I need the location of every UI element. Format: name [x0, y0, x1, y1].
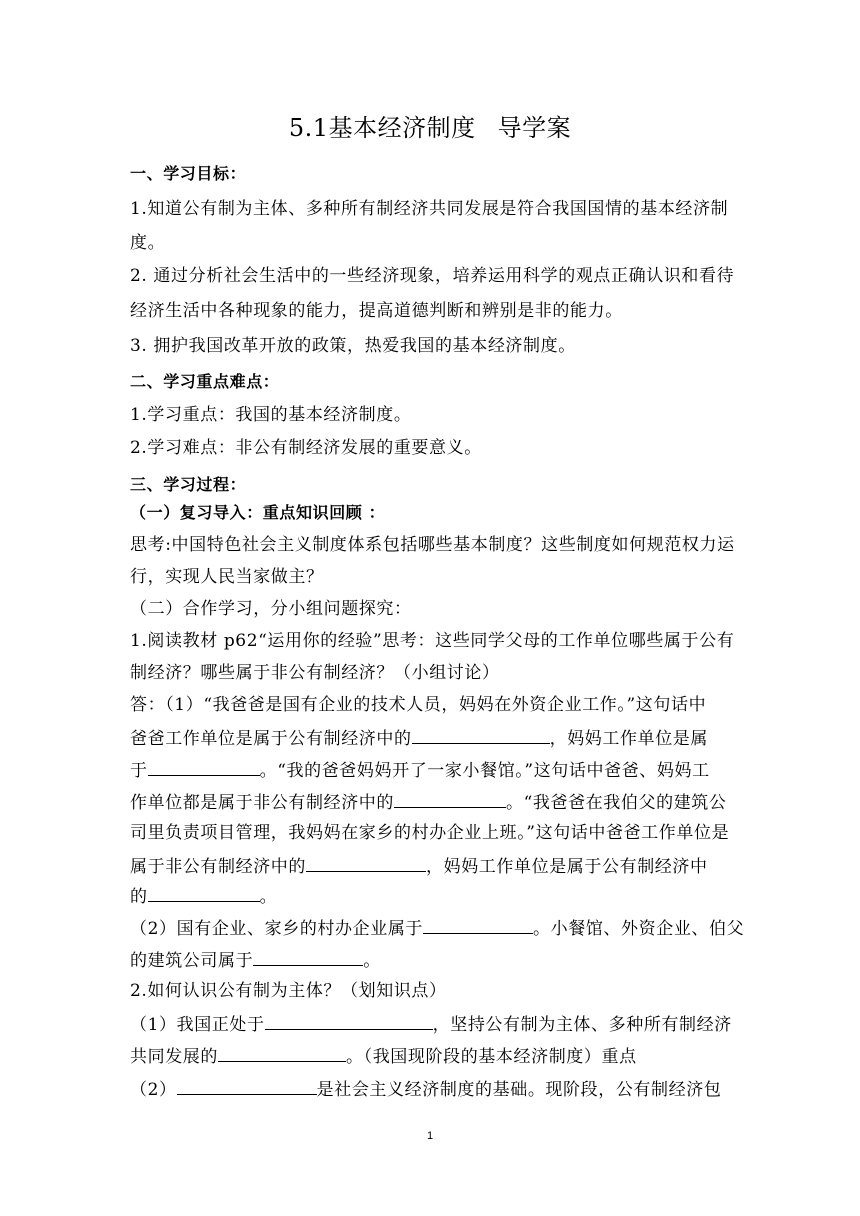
- question-1-line-2: 制经济？哪些属于非公有制经济？（小组讨论）: [130, 663, 500, 683]
- answer-2-line-1: [130, 917, 745, 939]
- answer-text: 是社会主义经济制度的基础。现阶段，公有制经济包: [316, 1080, 722, 1100]
- fill-blank[interactable]: [218, 1045, 346, 1062]
- answer-text: （2）: [130, 1080, 177, 1100]
- answer-text: 的建筑公司属于: [130, 951, 254, 971]
- answer-text: 。“我的爸爸妈妈开了一家小餐馆。”这句话中爸爸、妈妈工: [259, 761, 710, 781]
- answer-text: 。（我国现阶段的基本经济制度）重点: [346, 1047, 637, 1067]
- answer-text: 共同发展的: [130, 1047, 218, 1067]
- question-2a-line-1: [130, 1013, 734, 1035]
- fill-blank[interactable]: [177, 1078, 317, 1095]
- section-heading-goals: 一、学习目标：: [130, 164, 247, 183]
- answer-2-line-2: [130, 949, 734, 971]
- goal-2-line-1: 2. 通过分析社会生活中的一些经济现象，培养运用科学的观点正确认识和看待: [130, 266, 735, 286]
- goal-1-line-2: 度。: [130, 233, 166, 253]
- think-line-1: 思考:中国特色社会主义制度体系包括哪些基本制度？这些制度如何规范权力运: [130, 535, 735, 555]
- answer-line-1: 答：（1）“我爸爸是国有企业的技术人员，妈妈在外资企业工作。”这句话中: [130, 695, 707, 715]
- answer-text: 。: [259, 887, 278, 907]
- goal-1-line-1: 1.知道公有制为主体、多种所有制经济共同发展是符合我国国情的基本经济制: [130, 199, 729, 219]
- difficulty-point: 2.学习难点：非公有制经济发展的重要意义。: [130, 438, 482, 458]
- answer-text: 于: [130, 761, 148, 781]
- answer-text: 作单位都是属于非公有制经济中的: [130, 793, 394, 813]
- title-suffix: 导学案: [497, 114, 572, 142]
- answer-line-4: [130, 791, 734, 813]
- answer-text: 。: [363, 951, 381, 971]
- answer-text: 。“我爸爸在我伯父的建筑公: [506, 793, 727, 813]
- fill-blank[interactable]: [148, 885, 260, 902]
- answer-text: （2）国有企业、家乡的村办企业属于: [130, 919, 424, 939]
- fill-blank[interactable]: [148, 759, 260, 776]
- question-2a-line-2: [130, 1045, 734, 1067]
- subsection-review: （一）复习导入：重点知识回顾 ：: [130, 503, 386, 522]
- goal-3: 3. 拥护我国改革开放的政策，热爱我国的基本经济制度。: [130, 336, 576, 356]
- answer-text: 爸爸工作单位是属于公有制经济中的: [130, 729, 412, 749]
- section-heading-focus: 二、学习重点难点：: [130, 372, 280, 391]
- fill-blank[interactable]: [423, 917, 533, 934]
- page-title: [0, 108, 860, 148]
- fill-blank[interactable]: [265, 1013, 433, 1030]
- answer-text: 属于非公有制经济中的: [130, 857, 306, 877]
- fill-blank[interactable]: [253, 949, 363, 966]
- answer-text: （1）我国正处于: [130, 1015, 265, 1035]
- fill-blank[interactable]: [412, 727, 550, 744]
- answer-text: ，坚持公有制为主体、多种所有制经济: [432, 1015, 732, 1035]
- question-2b-line-1: [130, 1078, 734, 1100]
- answer-text: ，妈妈工作单位是属: [549, 729, 709, 749]
- question-1-line-1: 1.阅读教材 p62“运用你的经验”思考：这些同学父母的工作单位哪些属于公有: [130, 631, 735, 651]
- think-line-2: 行，实现人民当家做主？: [130, 567, 324, 587]
- question-2: 2.如何认识公有制为主体？（划知识点）: [130, 981, 447, 1001]
- answer-text: 。小餐馆、外资企业、伯父: [533, 919, 745, 939]
- fill-blank[interactable]: [306, 855, 426, 872]
- answer-line-5: 司里负责项目管理，我妈妈在家乡的村办企业上班。”这句话中爸爸工作单位是: [130, 823, 730, 843]
- focus-point: 1.学习重点：我国的基本经济制度。: [130, 405, 412, 425]
- answer-line-6: [130, 855, 734, 877]
- answer-text: ，妈妈工作单位是属于公有制经济中: [426, 857, 708, 877]
- page-number: 1: [426, 1130, 434, 1142]
- answer-line-7: [130, 885, 734, 907]
- answer-line-2: [130, 727, 734, 749]
- answer-text: 的: [130, 887, 148, 907]
- goal-2-line-2: 经济生活中各种现象的能力，提高道德判断和辨别是非的能力。: [130, 301, 623, 321]
- section-heading-process: 三、学习过程：: [130, 475, 247, 494]
- answer-line-3: [130, 759, 734, 781]
- subsection-cooperate: （二）合作学习，分小组问题探究：: [130, 599, 412, 619]
- title-main: 5.1基本经济制度: [288, 114, 476, 142]
- fill-blank[interactable]: [394, 791, 506, 808]
